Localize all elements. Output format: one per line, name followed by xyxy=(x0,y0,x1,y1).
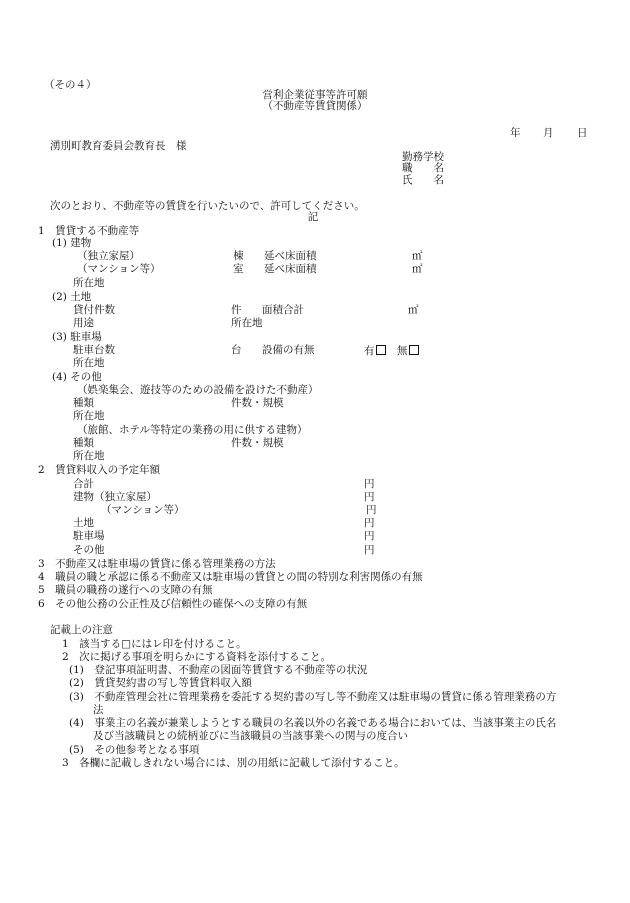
other-a-scale-label: 件数・規模 xyxy=(231,397,284,409)
land-m2: ㎡ xyxy=(408,304,419,316)
building-mansion-unit: 室 xyxy=(233,263,244,275)
parking-count-label: 駐車台数 xyxy=(73,344,115,356)
income-land-label: 土地 xyxy=(73,517,94,529)
income-mansion-label: （マンション等） xyxy=(101,504,185,516)
income-house-label: 建物（独立家屋） xyxy=(73,491,157,503)
other-a-description: （娯楽集会、遊技等のための設備を設けた不動産） xyxy=(77,384,319,396)
note-2-3: (3) 不動産管理会社に管理業務を委託する契約書の写し等不動産又は駐車場の賃貸に係る管理業務の方 xyxy=(69,691,557,703)
land-location-label: 所在地 xyxy=(231,317,263,329)
income-house-unit: 円 xyxy=(364,491,375,503)
section-4-title: 4 職員の職と承認に係る不動産又は駐車場の賃貸との間の特別な利害関係の有無 xyxy=(38,571,423,583)
income-mansion-unit: 円 xyxy=(366,504,377,516)
addressee: 湧別町教育委員会教育長 様 xyxy=(50,140,187,152)
parking-facility-label: 設備の有無 xyxy=(262,344,315,356)
income-total-unit: 円 xyxy=(364,478,375,490)
parking-yes xyxy=(364,345,386,357)
building-house-area: 延べ床面積 xyxy=(264,250,317,262)
land-count-unit: 件 xyxy=(231,304,242,316)
other-label: (4) その他 xyxy=(52,371,102,383)
parking-count-unit: 台 xyxy=(231,344,242,356)
parking-yes-checkbox[interactable] xyxy=(376,345,386,355)
income-other-label: その他 xyxy=(73,544,105,556)
building-mansion-label: （マンション等） xyxy=(77,263,161,275)
parking-label: (3) 駐車場 xyxy=(52,331,102,343)
income-parking-label: 駐車場 xyxy=(73,530,105,542)
building-label: (1) 建物 xyxy=(52,237,92,249)
note-2-4: (4) 事業主の名義が兼業しようとする職員の名義以外の名義である場合においては、当該事業主の氏名 xyxy=(69,717,557,729)
building-house-unit: 棟 xyxy=(233,250,244,262)
parking-no-label: 無 xyxy=(397,345,408,357)
building-mansion-m2: ㎡ xyxy=(412,263,423,275)
notes-title: 記載上の注意 xyxy=(50,624,113,636)
other-b-kind-label: 種類 xyxy=(73,437,94,449)
other-b-description: （旅館、ホテル等特定の業務の用に供する建物） xyxy=(77,424,308,436)
note-1: 1 該当する□にはレ印を付けること。 xyxy=(62,638,247,650)
section-6-title: 6 その他公務の公正性及び信頼性の確保への支障の有無 xyxy=(38,598,308,610)
date-month: 月 xyxy=(543,127,554,139)
other-b-location-label: 所在地 xyxy=(73,450,105,462)
parking-location-label: 所在地 xyxy=(73,357,105,369)
land-use-label: 用途 xyxy=(73,317,94,329)
other-b-scale-label: 件数・規模 xyxy=(231,437,284,449)
section-2-title: 2 賃貸料収入の予定年額 xyxy=(38,464,161,476)
form-subtitle: （不動産等賃貸関係） xyxy=(262,100,368,112)
form-title: 営利企業従事等許可願 xyxy=(262,89,368,101)
building-house-label: （独立家屋） xyxy=(77,250,140,262)
other-a-kind-label: 種類 xyxy=(73,397,94,409)
note-2-1: (1) 登記事項証明書、不動産の図面等賃貸する不動産等の状況 xyxy=(69,664,368,676)
section-3-title: 3 不動産又は駐車場の賃貸に係る管理業務の方法 xyxy=(38,558,276,570)
land-area-label: 面積合計 xyxy=(262,304,304,316)
note-3: 3 各欄に記載しきれない場合には、別の用紙に記載して添付すること。 xyxy=(62,757,405,769)
building-location-label: 所在地 xyxy=(73,277,105,289)
land-count-label: 貸付件数 xyxy=(73,304,115,316)
section-5-title: 5 職員の職務の遂行への支障の有無 xyxy=(38,584,213,596)
applicant-name-label: 氏 名 xyxy=(402,174,444,186)
note-2: 2 次に掲げる事項を明らかにする資料を添付すること。 xyxy=(62,651,332,663)
section-1-title: 1 賃貸する不動産等 xyxy=(38,225,140,237)
applicant-position-label: 職 名 xyxy=(402,162,444,174)
income-land-unit: 円 xyxy=(364,517,375,529)
land-label: (2) 土地 xyxy=(52,291,92,303)
note-2-5: (5) その他参考となる事項 xyxy=(69,744,200,756)
note-2-2: (2) 賃貸契約書の写し等賃貸料収入額 xyxy=(69,677,252,689)
note-2-4-continued: 及び当該職員との続柄並びに当該職員の当該事業への関与の度合い xyxy=(93,730,408,742)
parking-no-checkbox[interactable] xyxy=(409,345,419,355)
building-mansion-area: 延べ床面積 xyxy=(264,263,317,275)
date-day: 日 xyxy=(577,127,588,139)
building-house-m2: ㎡ xyxy=(412,250,423,262)
date-year: 年 xyxy=(510,127,521,139)
other-a-location-label: 所在地 xyxy=(73,410,105,422)
income-parking-unit: 円 xyxy=(364,530,375,542)
intro-text: 次のとおり、不動産等の賃貸を行いたいので、許可してください。 xyxy=(50,200,365,212)
applicant-school-label: 勤務学校 xyxy=(402,151,444,163)
parking-yes-label: 有 xyxy=(364,345,375,357)
note-2-3-continued: 法 xyxy=(93,704,104,716)
ki-mark: 記 xyxy=(307,211,319,223)
income-total-label: 合計 xyxy=(73,478,94,490)
parking-no xyxy=(397,345,419,357)
form-number: （その４） xyxy=(44,79,97,91)
income-other-unit: 円 xyxy=(364,544,375,556)
